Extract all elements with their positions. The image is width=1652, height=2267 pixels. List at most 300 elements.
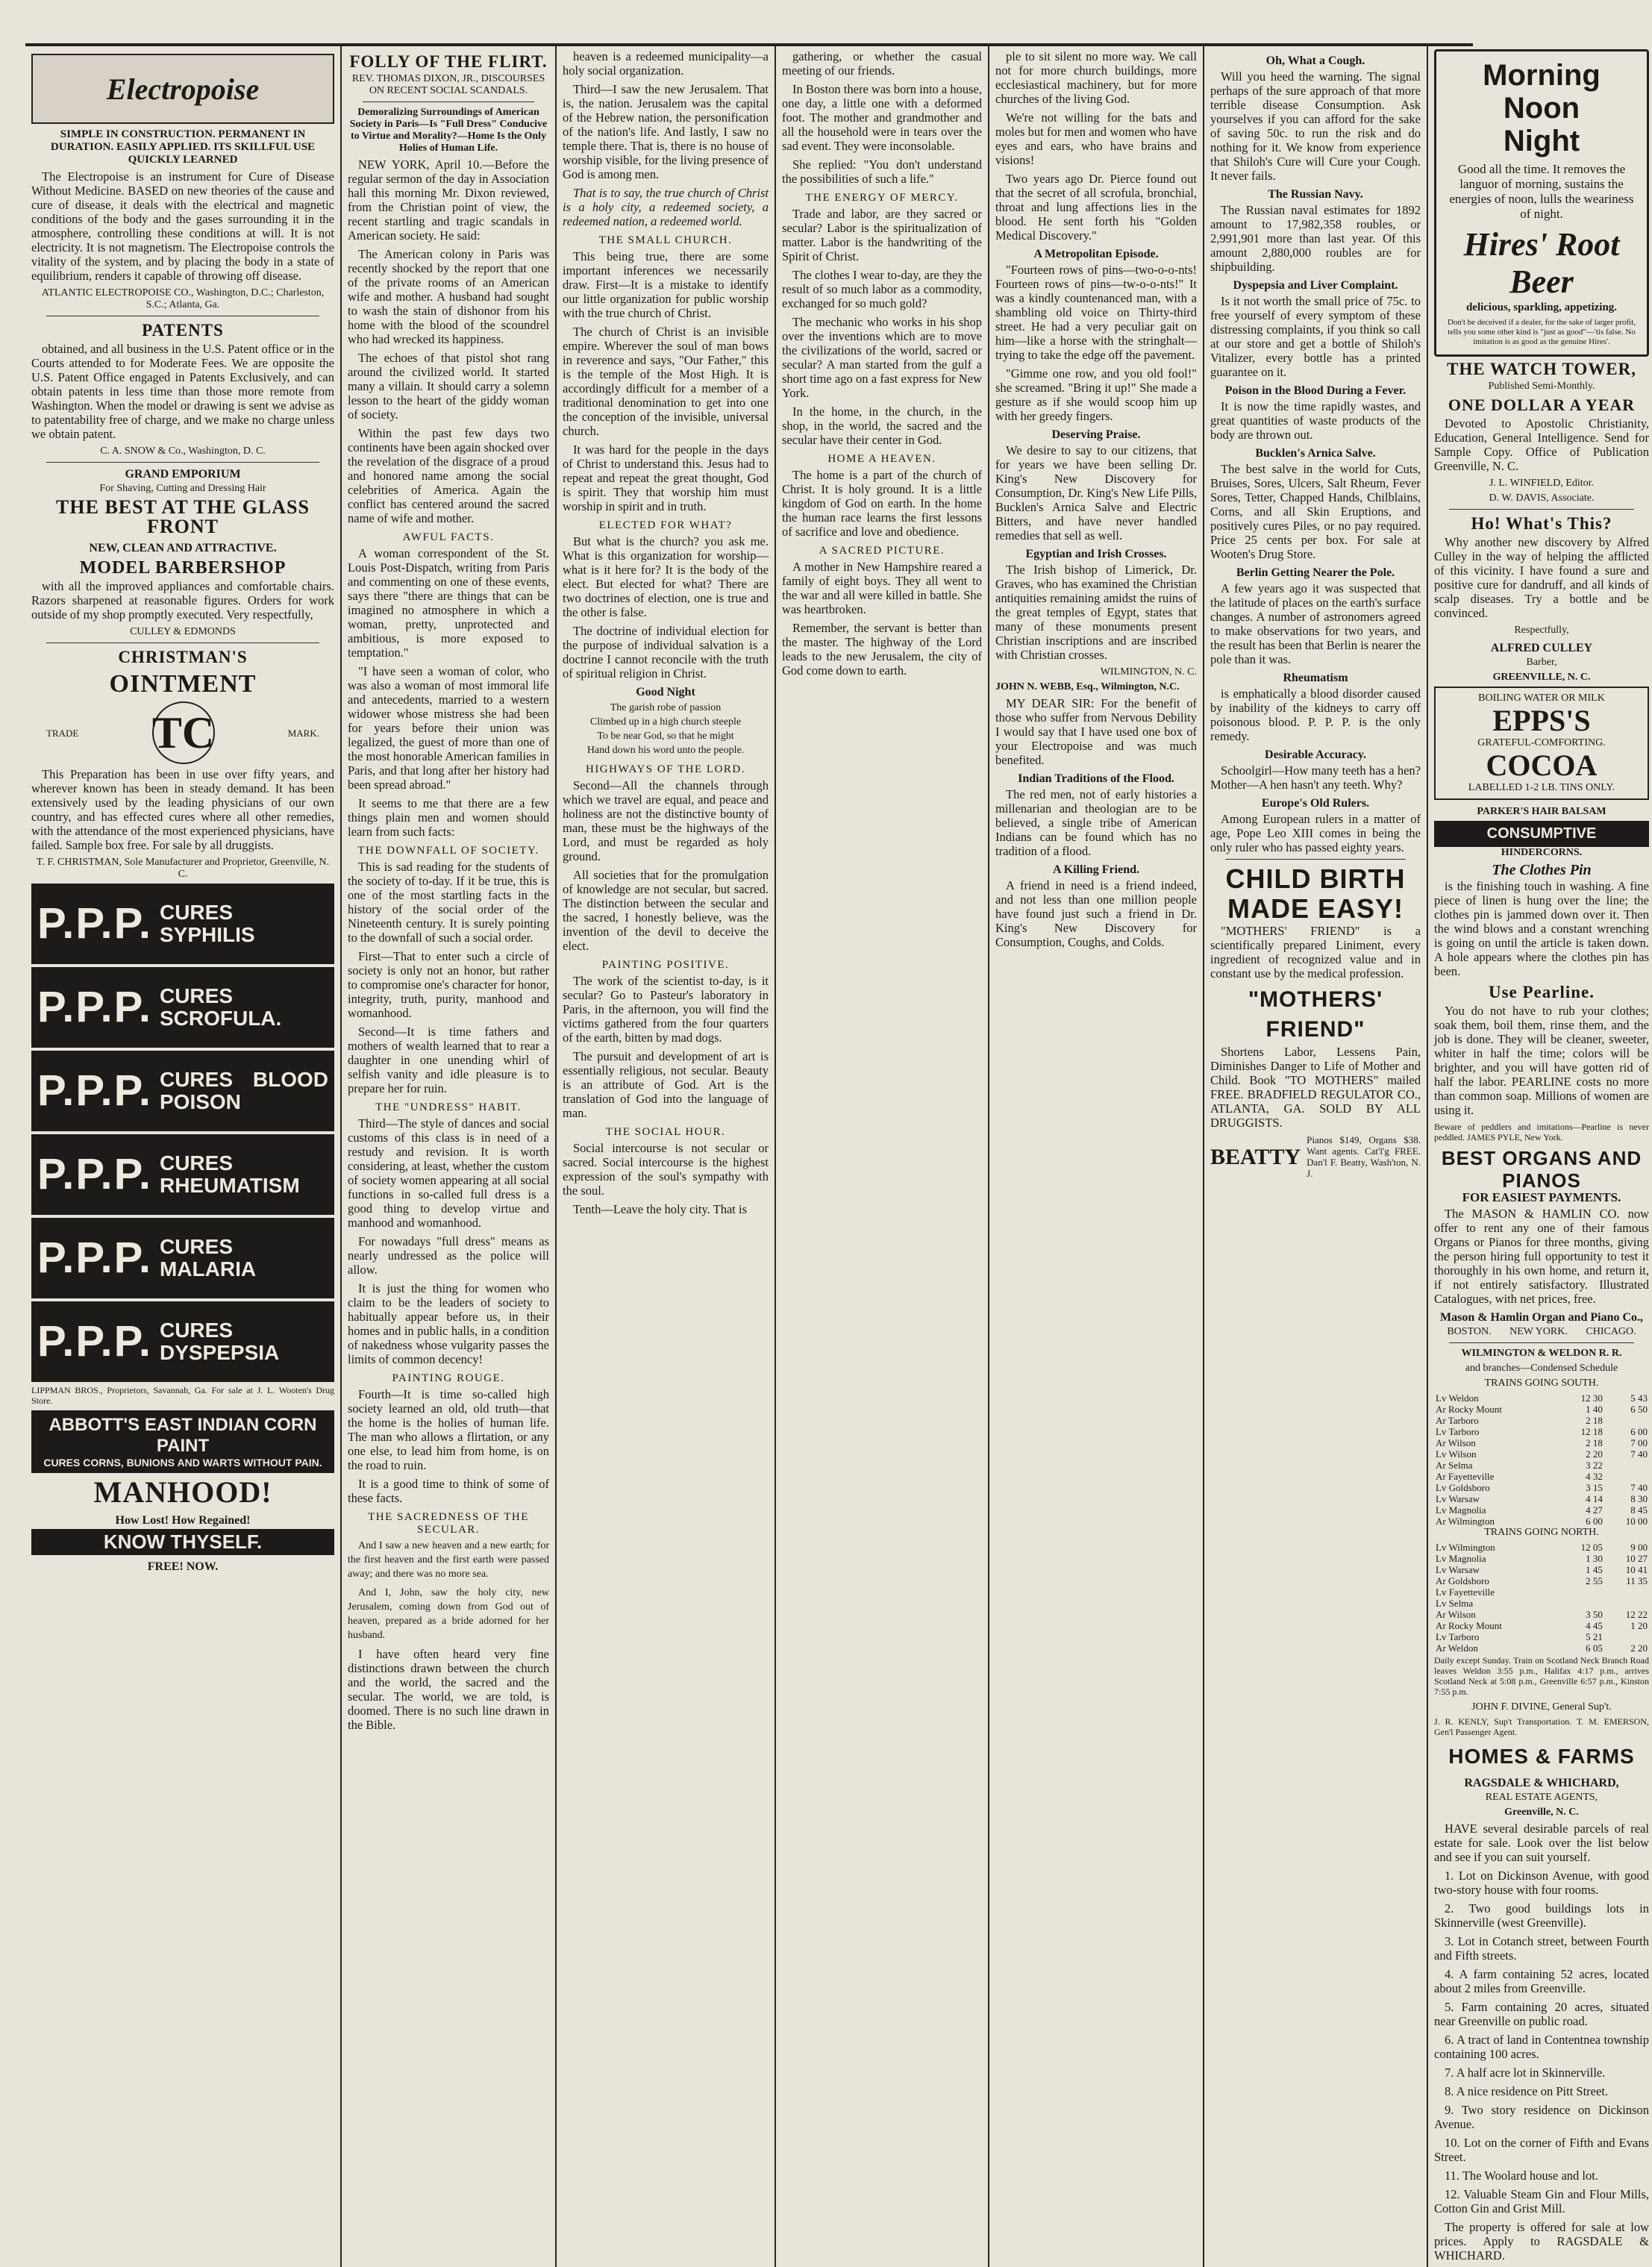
c3-p1: heaven is a redeemed municipality—a holy social organization.: [563, 49, 769, 78]
rail-cell-stop: Lv Tarboro: [1436, 1631, 1480, 1642]
culley-trade: Barber,: [1526, 657, 1557, 668]
rail-cell-b: 8 45: [1630, 1504, 1648, 1516]
c3-head-highways: HIGHWAYS OF THE LORD.: [585, 763, 745, 775]
rail-cell-b: [1604, 1460, 1649, 1471]
sermon-p16: And I saw a new heaven and a new earth; for the first heaven and the first earth were passed away; and there was no more sea.: [348, 1540, 549, 1580]
mothers-friend-title: "MOTHERS' FRIEND": [1248, 987, 1383, 1042]
c3-p3: That is to say, the true church of Christ is a holy city, a redeemed society, a redeemed nation, a redeemed world.: [563, 186, 769, 228]
rail-cell-a: 4 14: [1586, 1493, 1603, 1504]
sermon-deck: Demoralizing Surroundings of American Society in Paris—Is "Full Dress" Conducive to Virtue and Morality?—Home Is the Only Holies of Human Life.: [349, 107, 548, 154]
c3-p11: The work of the scientist to-day, is it secular? Go to Pasteur's laboratory in Paris, in the afternoon, you will find the victims gathered from the four quarters of the earth, bitten by mad dogs.: [563, 974, 769, 1045]
epps-title: EPPS'S: [1492, 704, 1591, 737]
barber-sub-1: NEW, CLEAN AND ATTRACTIVE.: [89, 542, 277, 554]
sermon-head-downfall: THE DOWNFALL OF SOCIETY.: [357, 845, 539, 857]
watch-assoc: D. W. DAVIS, Associate.: [1489, 493, 1595, 504]
c3-p8: The doctrine of individual election for the purpose of individual salvation is a doctrine I cannot reconcile with the truth of spiritual religion in Christ.: [563, 624, 769, 681]
c5-head-praise: Deserving Praise.: [1051, 428, 1141, 441]
barber-signature: CULLEY & EDMONDS: [130, 626, 236, 637]
rail-cell-b: [1604, 1631, 1649, 1642]
rail-cell-b: 2 20: [1630, 1642, 1648, 1654]
rail-row: [1434, 1586, 1649, 1598]
sermon-head-painting: PAINTING ROUGE.: [392, 1372, 505, 1384]
rail-row: [1434, 1609, 1649, 1620]
c5-p4: "Fourteen rows of pins—two-o-o-nts! Fourteen rows of pins—tw-o-o-nts!" It was a kindly countenanced man, with a shambling old voice on Thirty-third street. He had a very peculiar gait on him—like a horse with the stringhalt—trying to take the edge off the pavement.: [995, 263, 1197, 362]
c5-letter: MY DEAR SIR: For the benefit of those who suffer from Nervous Debility I would say that I have used one box of your Electropoise and was much benefited.: [995, 696, 1197, 767]
c6-head-rulers: Europe's Old Rulers.: [1261, 797, 1370, 810]
c4-p3: She replied: "You don't understand the possibilities of such a life.": [782, 157, 982, 186]
ppp-ad: [31, 1134, 334, 1215]
divider: [46, 462, 319, 463]
barber-sub-2: MODEL BARBERSHOP: [79, 558, 287, 578]
homes-item: 4. A farm containing 52 acres, located about 2 miles from Greenville.: [1434, 1967, 1649, 1995]
rail-agents: J. R. KENLY, Sup't Transportation. T. M. EMERSON, Gen'l Passenger Agent.: [1434, 1716, 1649, 1737]
organ-company: Mason & Hamlin Organ and Piano Co.,: [1439, 1311, 1644, 1324]
rail-cell-a: 4 45: [1586, 1620, 1603, 1631]
c6-p5: The best salve in the world for Cuts, Bruises, Sores, Ulcers, Salt Rheum, Fever Sores, Tetter, Chapped Hands, Chilblains, Corns, and all Skin Eruptions, and positively cures Piles, or no pay required. Price 25 cents per box. For sale at Wooten's Drug Store.: [1210, 462, 1421, 561]
ppp-ad: [31, 1218, 334, 1298]
barber-headline: THE BEST AT THE GLASS FRONT: [56, 496, 310, 537]
rail-cell-a: 6 05: [1586, 1642, 1603, 1654]
ointment-title-1: CHRISTMAN'S: [118, 648, 248, 666]
hires-noon: Noon: [1503, 92, 1580, 125]
homes-body: HAVE several desirable parcels of real estate for sale. Look over the list below and see if you can suit yourself.: [1434, 1822, 1649, 1864]
electropoise-logo: Electropoise: [31, 54, 334, 124]
c3-head-social: THE SOCIAL HOUR.: [605, 1126, 726, 1138]
sermon-p5: A woman correspondent of the St. Louis Post-Dispatch, writing from Paris and commenting on one of these events, says there "there are things that can be imagined no atmosphere in which a woman, pretty, unprotected and ambitious, is more exposed to temptation.": [348, 546, 549, 660]
manhood-free: FREE! NOW.: [147, 1560, 219, 1573]
c5-p6: We desire to say to our citizens, that for years we have been selling Dr. King's New Discovery for Consumption, Dr. King's New Life Pills, Bucklen's Arnica Salve and Electric Bitters, and have never handled remedies that sell as well.: [995, 443, 1197, 542]
rail-head: TRAINS GOING SOUTH.: [1484, 1378, 1599, 1389]
c3-p4: This being true, there are some important inferences we necessarily draw. First—It is a mistake to identify our little organization for public worship with the true church of Christ.: [563, 249, 769, 320]
emporium-sub: For Shaving, Cutting and Dressing Hair: [99, 483, 266, 494]
ppp-cure-label: CURES SYPHILIS: [159, 901, 255, 946]
rail-cell-stop: Lv Warsaw: [1436, 1493, 1480, 1504]
rail-cell-a: 3 22: [1586, 1460, 1603, 1471]
c6-p6: A few years ago it was suspected that the latitude of places on the earth's surface changes. A number of astronomers agreed to make observations for two years, and the result has been that Berlin is nearer the pole than it was.: [1210, 581, 1421, 666]
rail-cell-stop: Lv Wilson: [1436, 1448, 1477, 1460]
beatty-ad: [1210, 1134, 1421, 1179]
rail-cell-stop: Ar Wilson: [1436, 1609, 1476, 1620]
homes-item: 12. Valuable Steam Gin and Flour Mills, Cotton Gin and Grist Mill.: [1434, 2187, 1649, 2216]
sermon-p18: I have often heard very fine distinctions drawn between the church and the world, the sacred and the secular. The world, we are told, is doomed. There is no such line drawn in the Bible.: [348, 1647, 549, 1732]
c6-p8: Schoolgirl—How many teeth has a hen? Mother—A hen hasn't any teeth. Why?: [1210, 763, 1421, 792]
rail-cell-stop: Ar Rocky Mount: [1436, 1404, 1502, 1415]
rail-cell-a: 1 45: [1586, 1564, 1603, 1575]
rail-cell-a: 12 18: [1580, 1426, 1603, 1437]
ointment-trade-label: TRADE: [46, 727, 79, 739]
sermon-p15: It is a good time to think of some of these facts.: [348, 1477, 549, 1505]
c4-p4: Trade and labor, are they sacred or secular? Labor is the spiritualization of matter. Labor is the handwriting of the Spirit of Christ.: [782, 207, 982, 263]
barber-body: with all the improved appliances and comfortable chairs. Razors sharpened at reasonable figures. Orders for work outside of my shop promptly executed. Very respectfully,: [31, 579, 334, 622]
ointment-body: This Preparation has been in use over fifty years, and wherever known has been in steady demand. It has been extensively used by the leading physicians of our own country, and has effected cures where all other remedies, with the attendance of the most experienced physicians, have failed. Sample box free. For sale by all druggists.: [31, 767, 334, 852]
c6-head-cough: Oh, What a Cough.: [1265, 54, 1365, 67]
rail-cell-b: 6 00: [1630, 1426, 1648, 1437]
sermon-p13: It is just the thing for women who claim to be the leaders of society to habitually appear before us, in their homes and in public halls, in a condition of nakedness whose vulgarity passes the limits of common decency!: [348, 1281, 549, 1366]
c6-head-navy: The Russian Navy.: [1268, 188, 1363, 201]
manhood-title: MANHOOD!: [93, 1475, 272, 1509]
rail-cell-stop: Ar Wilmington: [1436, 1516, 1495, 1527]
organ-sub: FOR EASIEST PAYMENTS.: [1462, 1190, 1621, 1204]
c6-p2: The Russian naval estimates for 1892 amount to 17,982,358 roubles, or 2,991,901 more than last year. Of this amount 2,880,000 roubles are for shipbuilding.: [1210, 203, 1421, 274]
ppp-cure-label: CURES BLOOD POISON: [159, 1068, 328, 1113]
rail-sub: and branches—Condensed Schedule: [1465, 1363, 1618, 1374]
c4-head-energy: THE ENERGY OF MERCY.: [805, 192, 959, 204]
sermon-p12: For nowadays "full dress" means as nearly undressed as the police will allow.: [348, 1234, 549, 1277]
c6-p9: Among European rulers in a matter of age, Pope Leo XIII comes in being the only ruler who has passed eighty years.: [1210, 812, 1421, 854]
rail-cell-stop: Lv Weldon: [1436, 1392, 1479, 1404]
rail-row: [1434, 1404, 1649, 1415]
homes-item: 7. A half acre lot in Skinnerville.: [1445, 2066, 1606, 2080]
childbirth-body: "MOTHERS' FRIEND" is a scientifically prepared Liniment, every ingredient of recognized value and in constant use by the medical profession.: [1210, 924, 1421, 981]
childbirth-title-2: MADE EASY!: [1227, 893, 1404, 924]
rail-cell-stop: Ar Weldon: [1436, 1642, 1478, 1654]
c4-p6: The mechanic who works in his shop over the inventions which are to move the civilizations of the world, sacred or secular? A man started from the gulf a short time ago on a fast express for New York.: [782, 315, 982, 400]
top-rule: [25, 43, 1473, 46]
rail-row: [1434, 1516, 1649, 1527]
culley-body: Why another new discovery by Alfred Culley in the way of helping the afflicted of this vicinity. I have found a sure and positive cure for dandruff, and all kinds of scalp diseases. Try a bottle and be convinced.: [1434, 535, 1649, 620]
ointment-title-2: OINTMENT: [109, 670, 257, 698]
rail-cell-stop: Lv Wilmington: [1436, 1542, 1495, 1553]
homes-item: 2. Two good buildings lots in Skinnerville (west Greenville).: [1434, 1901, 1649, 1930]
hires-fine: Don't be deceived if a dealer, for the sake of larger profit, tells you some other kind is "just as good"—'tis false. No imitation is as good as the genuine Hires'.: [1447, 318, 1636, 346]
ppp-cure-label: CURES SCROFULA.: [159, 984, 282, 1030]
homes-item: 3. Lot in Cotanch street, between Fourth and Fifth streets.: [1434, 1934, 1649, 1963]
rail-row: [1434, 1437, 1649, 1448]
ppp-letters: P.P.P.: [37, 1066, 152, 1115]
divider: [1449, 509, 1634, 510]
hires-sub: delicious, sparkling, appetizing.: [1465, 301, 1618, 313]
rail-cell-a: 2 55: [1586, 1575, 1603, 1586]
c6-head-berlin: Berlin Getting Nearer the Pole.: [1236, 566, 1395, 579]
divider: [363, 101, 534, 102]
rail-row: [1434, 1631, 1649, 1642]
c6-p3: Is it not worth the small price of 75c. to free yourself of every symptom of these distressing complaints, if you think so call at our store and get a bottle of Shiloh's Vitalizer, every bottle has a printed guarantee on it.: [1210, 294, 1421, 379]
c3-p14: Tenth—Leave the holy city. That is: [573, 1202, 747, 1216]
hires-logo: Hires' Root Beer: [1463, 226, 1620, 300]
c4-p10: Remember, the servant is better than the master. The highway of the Lord leads to the new Jerusalem, the city of God come down to earth.: [782, 621, 982, 678]
organ-cities: BOSTON. NEW YORK. CHICAGO.: [1447, 1326, 1636, 1337]
sermon-p7: It seems to me that there are a few things plain men and women should learn from such facts:: [348, 796, 549, 839]
hires-night: Night: [1503, 125, 1580, 157]
electropoise-address: ATLANTIC ELECTROPOISE CO., Washington, D.C.; Charleston, S.C.; Atlanta, Ga.: [41, 287, 325, 310]
sermon-p2: The American colony in Paris was recently shocked by the report that one of the private rooms of an American wife and mother. A husband had sought to wash the stain of dishonor from his home with the blood of the scoundrel who had wrecked its happiness.: [348, 247, 549, 346]
pearline-body: You do not have to rub your clothes; soak them, boil them, rinse them, and the job is done. They will be cleaner, sweeter, whiter in half the time; colors will be brighter, and you will have gotten rid of half the labor. PEARLINE costs no more than common soap. Millions of women are using it.: [1434, 1004, 1649, 1117]
sermon-p11: Third—The style of dances and social customs of this class is in need of a restudy and revision. It is worth considering, at least, whether the custom of society women appearing at all social functions in so-called full dress is a good thing to develop virtue and manhood and womanhood.: [348, 1116, 549, 1230]
rail-cell-b: 8 30: [1630, 1493, 1648, 1504]
epps-label: LABELLED 1-2 LB. TINS ONLY.: [1468, 782, 1615, 793]
ppp-letters: P.P.P.: [37, 1317, 152, 1366]
rail-cell-a: 4 27: [1586, 1504, 1603, 1516]
ointment-trademark-row: [46, 701, 319, 764]
rail-cell-stop: Lv Selma: [1436, 1598, 1474, 1609]
c4-p8: The home is a part of the church of Christ. It is holy ground. It is a little kingdom of God on earth. In the home the human race learns the first lessons of sacrifice and love and obedience.: [782, 468, 982, 539]
homes-item: 10. Lot on the corner of Fifth and Evans Street.: [1434, 2136, 1649, 2164]
organ-title: BEST ORGANS AND PIANOS: [1441, 1147, 1642, 1192]
rail-row: [1434, 1482, 1649, 1493]
epps-cocoa: COCOA: [1486, 748, 1598, 782]
sermon-head-undress: THE "UNDRESS" HABIT.: [375, 1101, 522, 1113]
rail-cell-a: 2 18: [1586, 1415, 1603, 1426]
c3-p12: The pursuit and development of art is essentially religious, not secular. Beauty is an attribute of God. Art is the translation of God into the language of man.: [563, 1049, 769, 1120]
rail-cell-a: 4 32: [1586, 1471, 1603, 1482]
watch-sub: Published Semi-Monthly.: [1488, 381, 1595, 392]
ppp-letters: P.P.P.: [37, 899, 152, 948]
abbott-title: ABBOTT'S EAST INDIAN CORN PAINT: [49, 1415, 317, 1456]
c3-p5: The church of Christ is an invisible empire. Wherever the soul of man bows in reverence and says, "Our Father," this is the temple of the Most High. It is accordingly difficult for a member of a traditional denomination to get into one the conception of the invisible, universal church.: [563, 325, 769, 438]
divider: [1225, 859, 1406, 860]
rail-cell-b: 7 40: [1630, 1448, 1648, 1460]
hires-morning: Morning: [1483, 59, 1601, 92]
ppp-ad: [31, 884, 334, 964]
patents-title: PATENTS: [142, 321, 224, 340]
hires-ad: [1434, 49, 1649, 357]
column-6-news: [1204, 46, 1428, 2267]
rail-signature: JOHN F. DIVINE, General Sup't.: [1471, 1701, 1612, 1713]
rail-cell-b: [1604, 1586, 1649, 1598]
c6-p1: Will you heed the warning. The signal perhaps of the sure approach of that more terrible disease Consumption. Ask yourselves if you can afford for the sake of saving 50c. to run the risk and do nothing for it. We know from experience that Shiloh's Cure will Cure your Cough. It never fails.: [1210, 69, 1421, 183]
rail-cell-stop: Ar Wilson: [1436, 1437, 1476, 1448]
ppp-ad: [31, 1051, 334, 1131]
rail-cell-a: 3 15: [1586, 1482, 1603, 1493]
rail-notes: Daily except Sunday. Train on Scotland Neck Branch Road leaves Weldon 3:55 p.m., Halifax 4:17 p.m., arrives Scotland Neck at 5:08 p.m., Greenville 6:57 p.m., Kinston 7:55 p.m.: [1434, 1655, 1649, 1697]
patents-signature: C. A. SNOW & Co., Washington, D. C.: [100, 445, 266, 457]
hindercorns: HINDERCORNS.: [1501, 847, 1583, 858]
homes-place: Greenville, N. C.: [1504, 1807, 1579, 1818]
homes-item: 1. Lot on Dickinson Avenue, with good two-story house with four rooms.: [1434, 1869, 1649, 1897]
c3-head-nature: PAINTING POSITIVE.: [601, 959, 730, 971]
rail-cell-b: 7 00: [1630, 1437, 1648, 1448]
sermon-p1: NEW YORK, April 10.—Before the regular sermon of the day in Association hall this morning Mr. Dixon reviewed, from the Christian point of view, the recent startling and tragic scandals in American society. He said:: [348, 157, 549, 243]
c5-head-crosses: Egyptian and Irish Crosses.: [1025, 548, 1167, 560]
ppp-cure-label: CURES RHEUMATISM: [159, 1151, 300, 1197]
culley-head: Ho! What's This?: [1471, 514, 1612, 533]
rail-cell-stop: Lv Goldsboro: [1436, 1482, 1490, 1493]
ointment-logo: TC: [152, 701, 215, 764]
pin-body: is the finishing touch in washing. A fine piece of linen is hung over the line; the clothes pin is jammed down over it. Then the wind blows and a constant wrenching is going on until the article is taken down. A hole appears where the clothes pin has been.: [1434, 879, 1649, 978]
homes-item: 9. Two story residence on Dickinson Avenue.: [1434, 2103, 1649, 2131]
rail-cell-stop: Ar Rocky Mount: [1436, 1620, 1502, 1631]
rail-row: [1434, 1553, 1649, 1564]
rail-cell-stop: Ar Fayetteville: [1436, 1471, 1495, 1482]
sermon-p6: "I have seen a woman of color, who was also a woman of most immoral life and antecedents, married to a western widower whose mistress she had been for years before their union was legalized, the guest of more than one of the most honorable American families in Paris, and that long after her history had been spread abroad.": [348, 664, 549, 792]
c3-p13: Social intercourse is not secular or sacred. Social intercourse is the highest expression of the soul's sympathy with the soul.: [563, 1141, 769, 1198]
ppp-cure-label: CURES DYSPEPSIA: [159, 1319, 280, 1364]
sermon-p3: The echoes of that pistol shot rang around the civilized world. It started many a villain. It should carry a solemn lesson to the heart of the giddy woman of society.: [348, 351, 549, 422]
rail-cell-b: 12 22: [1625, 1609, 1648, 1620]
sermon-p9: First—That to enter such a circle of society is only not an honor, but rather to compromise one's character for honor, integrity, truth, purity, manhood and womanhood.: [348, 949, 549, 1020]
manhood-book: KNOW THYSELF.: [31, 1529, 334, 1555]
rail-schedule-north: [1434, 1542, 1649, 1654]
column-7-ads: [1428, 46, 1652, 2267]
c5-wilmington: WILMINGTON, N. C.: [1100, 666, 1197, 678]
c4-p9: A mother in New Hampshire reared a family of eight boys. They all went to the war and all were killed in battle. She was heartbroken.: [782, 560, 982, 616]
rail-row: [1434, 1575, 1649, 1586]
divider: [1449, 1342, 1634, 1343]
rail-row: [1434, 1415, 1649, 1426]
column-1-ads: [25, 46, 342, 2267]
c6-head-poison: Poison in the Blood During a Fever.: [1224, 384, 1407, 397]
columns: [25, 46, 1649, 2263]
c5-p8: The red men, not of early histories a millenarian and theologian are to be believed, a single tribe of American Indians can be found which has no tradition of a flood.: [995, 787, 1197, 858]
sermon-p10: Second—It is time fathers and mothers of wealth learned that to rear a daughter in one unending whirl of selfish vanity and idle pleasure is to prepare her for ruin.: [348, 1025, 549, 1095]
rail-row: [1434, 1448, 1649, 1460]
ppp-ad: [31, 1301, 334, 1382]
homes-footer: The property is offered for sale at low prices. Apply to RAGSDALE & WHICHARD.: [1434, 2220, 1649, 2263]
sermon-subhead: REV. THOMAS DIXON, JR., DISCOURSES ON RECENT SOCIAL SCANDALS.: [351, 73, 545, 96]
electropoise-body: The Electropoise is an instrument for Cure of Disease Without Medicine. BASED on new theories of the cause and cure of disease, it deals with the electrical and magnetic conditions of the body and the gases surrounding it in the atmosphere, controlling these conditions at will. It is not electricity. It is not magnetism. The Electropoise controls the vitality of the system, and by placing the body in a state of equilibrium, renders it capable of throwing off disease.: [31, 169, 334, 283]
rail-title: WILMINGTON & WELDON R. R.: [1461, 1348, 1622, 1359]
rail-cell-b: 5 43: [1630, 1392, 1648, 1404]
sermon-p8: This is sad reading for the students of the society of to-day. If it be true, this is one of the most startling facts in the history of the social order of the Nineteenth century. It is surely pointing to the downfall of such a social order.: [348, 860, 549, 945]
divider: [46, 642, 319, 643]
c6-head-rheumatism: Rheumatism: [1283, 672, 1348, 684]
rail-cell-stop: Ar Goldsboro: [1436, 1575, 1489, 1586]
rail-row: [1434, 1460, 1649, 1471]
rail-schedule-south: [1434, 1392, 1649, 1527]
rail-cell-b: 11 35: [1626, 1575, 1648, 1586]
epps-sub: BOILING WATER OR MILK: [1478, 692, 1605, 704]
rail-row: [1434, 1471, 1649, 1482]
mothers-friend-body: Shortens Labor, Lessens Pain, Diminishes Danger to Life of Mother and Child. Book "TO MOTHERS" mailed FREE. BRADFIELD REGULATOR CO., ATLANTA, GA. SOLD BY ALL DRUGGISTS.: [1210, 1045, 1421, 1130]
emporium-title: GRAND EMPORIUM: [125, 468, 241, 481]
rail-cell-b: 6 50: [1630, 1404, 1648, 1415]
sermon-head-sacred: THE SACREDNESS OF THE SECULAR.: [368, 1511, 529, 1536]
rail-row: [1434, 1620, 1649, 1631]
ppp-cure-label: CURES MALARIA: [159, 1235, 257, 1281]
c4-head-picture: A SACRED PICTURE.: [819, 545, 945, 557]
rail-row: [1434, 1542, 1649, 1553]
sermon-head-facts: AWFUL FACTS.: [402, 531, 495, 543]
childbirth-title-1: CHILD BIRTH: [1225, 863, 1406, 894]
homes-role: REAL ESTATE AGENTS,: [1485, 1792, 1598, 1803]
watch-editor: J. L. WINFIELD, Editor.: [1489, 478, 1595, 489]
rail-row: [1434, 1504, 1649, 1516]
rail-row: [1434, 1642, 1649, 1654]
rail-cell-b: [1604, 1598, 1649, 1609]
rail-cell-stop: Ar Selma: [1436, 1460, 1473, 1471]
watch-body: Devoted to Apostolic Christianity, Education, General Intelligence. Send for Sample Copy. Office of Publication Greenville, N. C.: [1434, 416, 1649, 473]
ppp-letters: P.P.P.: [37, 1150, 152, 1198]
organ-body: The MASON & HAMLIN CO. now offer to rent any one of their famous Organs or Pianos for three months, giving the person hiring full opportunity to test it thoroughly in his own home, and return it, if not entirely satisfactory. Illustrated Catalogues, with net prices, free.: [1434, 1207, 1649, 1306]
c5-p7: The Irish bishop of Limerick, Dr. Graves, who has examined the Christian antiquities remaining amidst the ruins of the great temples of Egypt, states that many of these monuments present Christian inscriptions and are inscribed with Christian crosses.: [995, 563, 1197, 662]
rail-cell-a: 12 05: [1580, 1542, 1603, 1553]
column-3-sermon: [557, 46, 776, 2267]
rail-cell-b: [1604, 1471, 1649, 1482]
rail-cell-b: 10 27: [1625, 1553, 1648, 1564]
rail-cell-stop: Ar Tarboro: [1436, 1415, 1479, 1426]
rail-head-2: TRAINS GOING NORTH.: [1484, 1527, 1599, 1538]
ppp-letters: P.P.P.: [37, 1233, 152, 1282]
ppp-ad-list: [31, 884, 334, 1382]
abbott-ad: [31, 1410, 334, 1473]
c4-p5: The clothes I wear to-day, are they the result of so much labor as a commodity, exchanged for so much gold?: [782, 268, 982, 310]
c4-head-home: HOME A HEAVEN.: [827, 453, 936, 465]
rail-cell-b: 10 00: [1625, 1516, 1648, 1527]
beatty-body: Pianos $149, Organs $38. Want agents. Cat'l'g FREE. Dan'l F. Beatty, Wash'ton, N. J.: [1307, 1134, 1421, 1179]
column-4-sermon: [776, 46, 989, 2267]
c6-head-dyspepsia: Dyspepsia and Liver Complaint.: [1233, 279, 1398, 292]
clothes-pin-ad: [1434, 863, 1649, 1142]
rail-cell-b: 10 41: [1625, 1564, 1648, 1575]
rail-row: [1434, 1392, 1649, 1404]
homes-list: [1434, 1869, 1649, 2216]
rail-cell-stop: Lv Tarboro: [1436, 1426, 1480, 1437]
rail-cell-a: 12 30: [1580, 1392, 1603, 1404]
rail-cell-a: 5 21: [1586, 1631, 1603, 1642]
c5-webb: JOHN N. WEBB, Esq., Wilmington, N.C.: [995, 681, 1180, 692]
rail-cell-b: 9 00: [1630, 1542, 1648, 1553]
ppp-ad: [31, 967, 334, 1048]
homes-item: 5. Farm containing 20 acres, situated near Greenville on public road.: [1434, 2000, 1649, 2028]
c3-head-elected: ELECTED FOR WHAT?: [598, 519, 733, 531]
sermon-p4: Within the past few days two continents have been again shocked over the revelation of the disgrace of a proud and honored name among the social celebrities of America. Again the conflict has centered around the sacred name of wife and mother.: [348, 426, 549, 525]
rail-cell-stop: Lv Fayetteville: [1436, 1586, 1495, 1598]
c3-p6: It was hard for the people in the days of Christ to understand this. Jesus had to repeat and repeat the great thought, God is spirit. They that worship him must worship in spirit and in truth.: [563, 443, 769, 513]
consumptive-banner: CONSUMPTIVE: [1434, 821, 1649, 847]
column-2-sermon: [342, 46, 557, 2267]
homes-title: HOMES & FARMS: [1448, 1745, 1635, 1768]
rail-cell-a: 1 30: [1586, 1553, 1603, 1564]
c3-poem: The garish robe of passion Climbed up in a high church steeple To be near God, so that he might Hand down his word unto the people.: [586, 702, 745, 756]
rail-cell-a: 6 00: [1586, 1516, 1603, 1527]
culley-name: ALFRED CULLEY: [1490, 642, 1593, 654]
manhood-sub: How Lost! How Regained!: [115, 1514, 251, 1527]
ppp-footer: LIPPMAN BROS., Proprietors, Savannah, Ga. For sale at J. L. Wooten's Drug Store.: [31, 1385, 334, 1406]
hires-body: Good all the time. It removes the languor of morning, sustains the energies of noon, lulls the weariness of night.: [1449, 162, 1634, 221]
rail-row: [1434, 1426, 1649, 1437]
abbott-sub: CURES CORNS, BUNIONS AND WARTS WITHOUT PAIN.: [43, 1457, 322, 1469]
rail-cell-stop: Lv Magnolia: [1436, 1504, 1486, 1516]
c3-p7: But what is the church? you ask me. What is this organization for worship—what is it here for? It is the body of the elect. But elected for what? There are two doctrines of election, one is true and the other is false.: [563, 534, 769, 619]
rail-cell-stop: Lv Magnolia: [1436, 1553, 1486, 1564]
epps-ad: [1434, 687, 1649, 800]
rail-cell-b: 1 20: [1630, 1620, 1648, 1631]
column-5-news: [989, 46, 1204, 2267]
c5-p1: ple to sit silent no more way. We call not for more church buildings, more ecclesiastical machinery, but for more churches of the living God.: [995, 49, 1197, 106]
rail-row: [1434, 1598, 1649, 1609]
ointment-mark-label: MARK.: [287, 727, 319, 739]
rail-row: [1434, 1564, 1649, 1575]
rail-cell-a: 3 50: [1586, 1609, 1603, 1620]
culley-place: GREENVILLE, N. C.: [1492, 672, 1591, 683]
c3-poem-title: Good Night: [636, 686, 695, 698]
c5-p9: A friend in need is a friend indeed, and not less than one million people have found just such a friend in Dr. King's New Discovery for Consumption, Coughs, and Colds.: [995, 878, 1197, 949]
parker-title: PARKER'S HAIR BALSAM: [1477, 806, 1606, 817]
rail-cell-a: 1 40: [1586, 1404, 1603, 1415]
homes-item: 8. A nice residence on Pitt Street.: [1445, 2084, 1609, 2098]
culley-respect: Respectfully,: [1514, 625, 1569, 636]
c4-p1: gathering, or whether the casual meeting of our friends.: [782, 49, 982, 78]
c3-p9: Second—All the channels through which we travel are equal, and peace and holiness are not the distinctive bounty of man, these must be the highways of the Lord, and must be regarded as holy ground.: [563, 778, 769, 863]
homes-firm: RAGSDALE & WHICHARD,: [1464, 1777, 1619, 1789]
epps-sub2: GRATEFUL-COMFORTING.: [1477, 737, 1606, 748]
c4-p2: In Boston there was born into a house, one day, a little one with a deformed foot. The mother and grandmother and all the household were in tears over the sad event. They were inconsolable.: [782, 82, 982, 153]
rail-cell-a: [1559, 1586, 1604, 1598]
sermon-headline: FOLLY OF THE FLIRT.: [349, 52, 548, 71]
sermon-p14: Fourth—It is time so-called high society learned an old, old truth—that the home is the holies of human life. The man who allows a flirtation, or any one else, to lead him from home, is on the road to ruin.: [348, 1387, 549, 1472]
c5-head-indian: Indian Traditions of the Flood.: [1018, 772, 1174, 785]
c6-head-accuracy: Desirable Accuracy.: [1265, 748, 1366, 761]
rail-cell-a: 2 20: [1586, 1448, 1603, 1460]
patents-body: obtained, and all business in the U.S. Patent office or in the Courts attended to for Moderate Fees. We are opposite the U.S. Patent Office engaged in Patents Exclusively, and can obtain patents in less time than those more remote from Washington. When the model or drawing is sent we advise as to patentability free of charge, and we make no charge unless we obtain patent.: [31, 342, 334, 441]
c4-p7: In the home, in the church, in the shop, in the world, the sacred and the secular have their center in God.: [782, 404, 982, 447]
watch-price: ONE DOLLAR A YEAR: [1448, 395, 1636, 414]
rail-cell-stop: Lv Warsaw: [1436, 1564, 1480, 1575]
rail-cell-b: 7 40: [1630, 1482, 1648, 1493]
c5-p3: Two years ago Dr. Pierce found out that the secret of all scrofula, bronchial, throat and lung affections lies in the blood. He sent forth his "Golden Medical Discovery.": [995, 172, 1197, 243]
homes-item: 6. A tract of land in Contentnea township containing 100 acres.: [1434, 2033, 1649, 2061]
c5-head-episode: A Metropolitan Episode.: [1033, 248, 1159, 260]
